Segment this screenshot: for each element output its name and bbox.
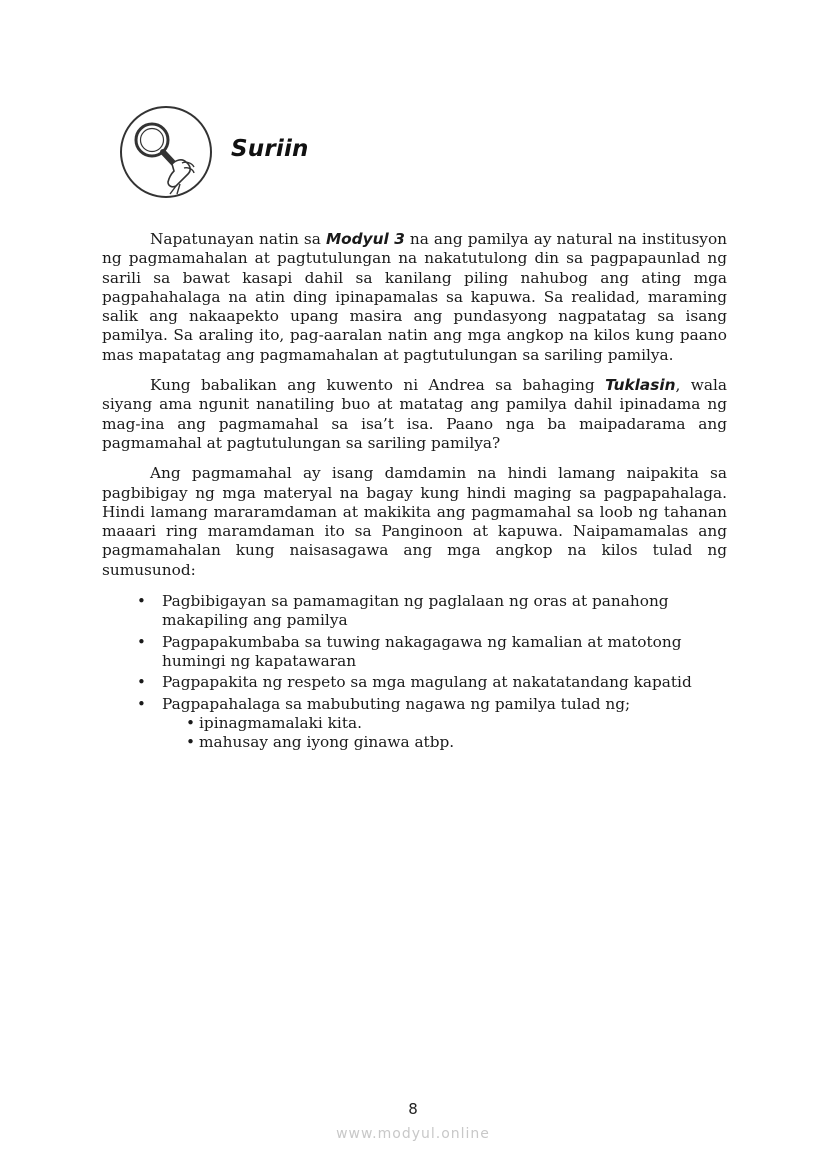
paragraph-1-lead: Napatunayan natin sa: [150, 230, 326, 248]
watermark: www.modyul.online: [336, 1126, 490, 1142]
page-number: 8: [408, 1100, 418, 1118]
magnifying-glass-icon: [120, 106, 212, 198]
list-item: [102, 673, 727, 692]
bullet-dot: •: [137, 673, 146, 692]
bullet-list: [102, 592, 727, 752]
list-item: [102, 592, 727, 631]
list-item: [102, 695, 727, 753]
body-content: [102, 230, 727, 754]
sub-bullet-dot: •: [186, 713, 196, 732]
paragraph-2: [102, 376, 727, 453]
paragraph-1-emphasis: Modyul 3: [325, 230, 405, 248]
paragraph-2-rest: , wala siyang ama ngunit nanatiling buo at matatag ang pamilya dahil ipinadama ng mag-ina ang pagmamahal sa isa’t isa. Paano nga ba maipadarama ang pagmamahal at pagtutulungan sa sariling pamilya?: [102, 376, 727, 452]
bullet-dot: •: [137, 632, 146, 651]
sub-list-item: [102, 733, 727, 752]
sub-bullet-list: [162, 714, 727, 753]
sub-list-item: [102, 714, 727, 733]
list-item: [102, 633, 727, 672]
paragraph-3: Ang pagmamahal ay isang damdamin na hindi lamang naipakita sa pagbibigay ng mga materyal na bagay kung hindi maging sa pagpapahalaga. Hindi lamang mararamdaman at makikita ang pagmamahal sa loob ng tahanan maaari ring maramdaman ito sa Panginoon at kapuwa. Naipamamalas ang pagmamahalan kung naisasagawa ang mga angkop na kilos tulad ng sumusunod:: [102, 464, 727, 579]
paragraph-1-rest: na ang pamilya ay natural na institusyon ng pagmamahalan at pagtutulungan na nakatutulong din sa pagpapaunlad ng sarili sa bawat kasapi dahil sa kanilang piling nahubog ang ating mga pagpahahalaga na atin ding ipinapamalas sa kapuwa. Sa realidad, maraming salik ang nakaapekto upang masira ang pundasyong nagpatatag sa isang pamilya. Sa araling ito, pag-aaralan natin ang mga angkop na kilos kung paano mas mapatatag ang pagmamahalan at pagtutulungan sa sariling pamilya.: [102, 230, 728, 364]
sub-bullet-text: ipinagmamalaki kita.: [199, 713, 362, 732]
section-header: [120, 106, 520, 202]
paragraph-1: [102, 230, 727, 365]
bullet-dot: •: [137, 694, 146, 713]
bullet-text: Pagpapakita ng respeto sa mga magulang at nakatatandang kapatid: [162, 673, 692, 692]
bullet-dot: •: [137, 592, 146, 611]
bullet-text: Pagpapakumbaba sa tuwing nakagagawa ng kamalian at matotong humingi ng kapatawaran: [162, 632, 682, 670]
sub-bullet-text: mahusay ang iyong ginawa atbp.: [199, 733, 455, 752]
bullet-text: Pagpapahalaga sa mabubuting nagawa ng pamilya tulad ng;: [162, 694, 631, 713]
sub-bullet-dot: •: [186, 733, 196, 752]
section-title: Suriin: [231, 136, 309, 162]
bullet-text: Pagbibigayan sa pamamagitan ng paglalaan ng oras at panahong makapiling ang pamilya: [162, 592, 669, 630]
paragraph-2-emphasis: Tuklasin: [605, 376, 676, 395]
paragraph-2-lead: Kung babalikan ang kuwento ni Andrea sa bahaging: [150, 376, 606, 395]
